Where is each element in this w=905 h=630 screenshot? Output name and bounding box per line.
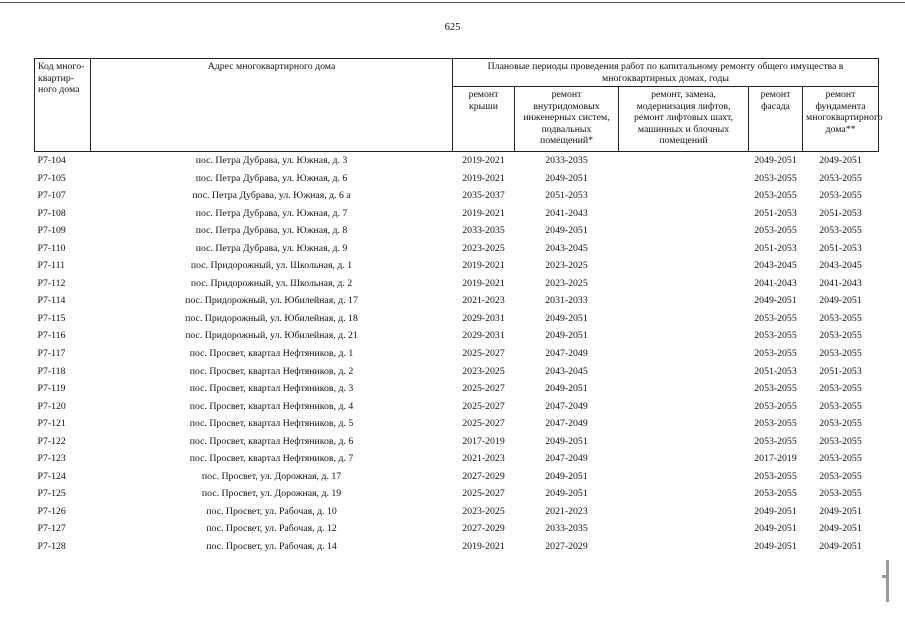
cell-address: пос. Просвет, квартал Нефтяников, д. 5 [189, 418, 354, 430]
cell-code: Р7-112 [37, 277, 66, 289]
cell-elevators [619, 520, 749, 538]
cell-address: пос. Придорожный, ул. Юбилейная, д. 21 [185, 330, 358, 342]
table-row [35, 240, 879, 258]
cell-foundation: 2053-2055 [819, 435, 862, 447]
cell-facade: 2053-2055 [754, 488, 797, 500]
cell-facade: 2053-2055 [754, 225, 797, 237]
cell-facade: 2049-2051 [754, 541, 797, 553]
cell-facade: 2017-2019 [754, 453, 797, 465]
cell-address: пос. Просвет, квартал Нефтяников, д. 4 [189, 400, 354, 412]
cell-roof: 2027-2029 [462, 470, 505, 482]
repair-schedule-table [34, 58, 883, 556]
cell-systems: 2047-2049 [545, 348, 588, 360]
cell-roof: 2035-2037 [462, 190, 505, 202]
cell-roof: 2019-2021 [462, 260, 505, 272]
cell-facade: 2053-2055 [754, 435, 797, 447]
cell-roof: 2019-2021 [462, 277, 505, 289]
cell-address: пос. Петра Дубрава, ул. Южная, д. 7 [195, 207, 348, 219]
cell-roof: 2029-2031 [462, 312, 505, 324]
cell-elevators [619, 415, 749, 433]
top-border-line [0, 2, 905, 3]
cell-address: пос. Петра Дубрава, ул. Южная, д. 3 [195, 155, 348, 166]
cell-facade: 2041-2043 [754, 277, 797, 289]
cell-facade: 2053-2055 [754, 348, 797, 360]
cell-roof: 2025-2027 [462, 418, 505, 430]
cell-foundation: 2053-2055 [819, 172, 862, 184]
cell-address: пос. Придорожный, ул. Школьная, д. 2 [190, 277, 353, 289]
cell-elevators [619, 152, 749, 170]
cell-address: пос. Придорожный, ул. Юбилейная, д. 17 [185, 295, 358, 307]
cell-elevators [619, 363, 749, 381]
cell-facade: 2049-2051 [754, 505, 797, 517]
cell-roof: 2019-2021 [462, 172, 505, 184]
cell-elevators [619, 485, 749, 503]
cell-code: Р7-124 [37, 470, 66, 482]
cell-foundation: 2049-2051 [819, 523, 862, 535]
cell-code: Р7-118 [37, 365, 66, 377]
cell-address: пос. Придорожный, ул. Юбилейная, д. 18 [185, 312, 358, 324]
cell-address: пос. Петра Дубрава, ул. Южная, д. 6 [195, 172, 348, 184]
cell-elevators [619, 275, 749, 293]
cell-roof: 2025-2027 [462, 383, 505, 395]
table-row [35, 257, 879, 275]
table-header [35, 59, 883, 152]
header-roof: ремонт крыши [453, 87, 515, 152]
cell-address: пос. Петра Дубрава, ул. Южная, д. 6 а [192, 190, 351, 202]
cell-elevators [619, 503, 749, 521]
header-code: Код много-квартир-ного дома [35, 59, 91, 152]
cell-systems: 2041-2043 [545, 207, 588, 219]
cell-code: Р7-110 [37, 242, 66, 254]
cell-roof: 2023-2025 [462, 242, 505, 254]
cell-elevators [619, 538, 749, 556]
table-row [35, 275, 879, 293]
cell-foundation: 2043-2045 [819, 260, 862, 272]
cell-facade: 2053-2055 [754, 383, 797, 395]
cell-systems: 2043-2045 [545, 242, 588, 254]
cell-foundation: 2053-2055 [819, 470, 862, 482]
cell-elevators [619, 187, 749, 205]
cell-foundation: 2053-2055 [819, 453, 862, 465]
cell-elevators [619, 222, 749, 240]
cell-foundation: 2049-2051 [819, 505, 862, 517]
table-row [35, 363, 879, 381]
cell-address: пос. Просвет, ул. Рабочая, д. 14 [206, 541, 337, 553]
table-row [35, 503, 879, 521]
cell-systems: 2033-2035 [545, 155, 588, 166]
table-row [35, 415, 879, 433]
cell-address: пос. Просвет, квартал Нефтяников, д. 2 [189, 365, 354, 377]
cell-code: Р7-128 [37, 541, 66, 553]
cell-facade: 2051-2053 [754, 365, 797, 377]
cell-address: пос. Просвет, квартал Нефтяников, д. 1 [189, 348, 354, 360]
cell-roof: 2025-2027 [462, 488, 505, 500]
cell-systems: 2049-2051 [545, 312, 588, 324]
cell-facade: 2049-2051 [754, 523, 797, 535]
cell-code: Р7-104 [37, 155, 66, 166]
cell-address: пос. Просвет, квартал Нефтяников, д. 7 [189, 453, 354, 465]
cell-address: пос. Просвет, ул. Дорожная, д. 17 [201, 470, 342, 482]
cell-systems: 2049-2051 [545, 435, 588, 447]
cell-systems: 2021-2023 [545, 505, 588, 517]
table-row [35, 205, 879, 223]
cell-systems: 2049-2051 [545, 330, 588, 342]
cell-systems: 2049-2051 [545, 225, 588, 237]
cell-elevators [619, 240, 749, 258]
cell-elevators [619, 345, 749, 363]
table-row [35, 398, 879, 416]
cell-code: Р7-125 [37, 488, 66, 500]
table-row [35, 520, 879, 538]
cell-address: пос. Просвет, ул. Рабочая, д. 12 [206, 523, 337, 535]
cell-code: Р7-126 [37, 505, 66, 517]
cell-roof: 2021-2023 [462, 295, 505, 307]
cell-facade: 2053-2055 [754, 190, 797, 202]
page-number: 625 [444, 22, 461, 33]
cell-facade: 2053-2055 [754, 470, 797, 482]
header-periods: Плановые периоды проведения работ по капитальному ремонту общего имущества в многоквартирных домах, годы [453, 59, 879, 87]
cell-foundation: 2053-2055 [819, 348, 862, 360]
cell-elevators [619, 292, 749, 310]
cell-foundation: 2053-2055 [819, 383, 862, 395]
cell-roof: 2029-2031 [462, 330, 505, 342]
cell-roof: 2025-2027 [462, 400, 505, 412]
cell-code: Р7-109 [37, 225, 66, 237]
cell-systems: 2023-2025 [545, 277, 588, 289]
header-foundation: ремонт фундамента многоквартирного дома** [803, 87, 879, 152]
cell-systems: 2031-2033 [545, 295, 588, 307]
cell-systems: 2047-2049 [545, 453, 588, 465]
cell-code: Р7-119 [37, 383, 66, 395]
cell-code: Р7-122 [37, 435, 66, 447]
table-row [35, 170, 879, 188]
cell-systems: 2043-2045 [545, 365, 588, 377]
cell-foundation: 2049-2051 [819, 295, 862, 307]
cell-foundation: 2053-2055 [819, 225, 862, 237]
table-row [35, 485, 879, 503]
table-row [35, 222, 879, 240]
cell-foundation: 2041-2043 [819, 277, 862, 289]
cell-foundation: 2049-2051 [819, 541, 862, 553]
cell-roof: 2019-2021 [462, 207, 505, 219]
cell-code: Р7-120 [37, 400, 66, 412]
cell-address: пос. Петра Дубрава, ул. Южная, д. 9 [195, 242, 348, 254]
cell-code: Р7-115 [37, 312, 66, 324]
cell-facade: 2049-2051 [754, 155, 797, 166]
cell-systems: 2049-2051 [545, 488, 588, 500]
table-row [35, 187, 879, 205]
cell-foundation: 2053-2055 [819, 190, 862, 202]
cell-roof: 2017-2019 [462, 435, 505, 447]
cell-foundation: 2049-2051 [819, 155, 862, 166]
cell-foundation: 2053-2055 [819, 418, 862, 430]
table-body [35, 152, 879, 556]
cell-facade: 2051-2053 [754, 207, 797, 219]
cell-systems: 2047-2049 [545, 400, 588, 412]
cell-roof: 2033-2035 [462, 225, 505, 237]
cell-roof: 2021-2023 [462, 453, 505, 465]
cell-elevators [619, 257, 749, 275]
cell-code: Р7-111 [37, 260, 66, 272]
scan-artifact [882, 575, 888, 578]
cell-systems: 2051-2053 [545, 190, 588, 202]
table-row [35, 292, 879, 310]
cell-facade: 2049-2051 [754, 295, 797, 307]
cell-foundation: 2051-2053 [819, 207, 862, 219]
table-row [35, 468, 879, 486]
header-elevators: ремонт, замена, модернизация лифтов, ремонт лифтовых шахт, машинных и блочных помещений [619, 87, 749, 152]
table-row [35, 380, 879, 398]
cell-elevators [619, 450, 749, 468]
table-row [35, 538, 879, 556]
cell-roof: 2019-2021 [462, 541, 505, 553]
cell-address: пос. Просвет, квартал Нефтяников, д. 6 [189, 435, 354, 447]
cell-elevators [619, 468, 749, 486]
cell-facade: 2053-2055 [754, 172, 797, 184]
cell-address: пос. Просвет, ул. Рабочая, д. 10 [206, 505, 337, 517]
cell-address: пос. Просвет, квартал Нефтяников, д. 3 [189, 383, 354, 395]
cell-elevators [619, 433, 749, 451]
cell-foundation: 2053-2055 [819, 400, 862, 412]
cell-code: Р7-105 [37, 172, 66, 184]
header-facade: ремонт фасада [749, 87, 803, 152]
scan-artifact [886, 560, 889, 602]
cell-foundation: 2053-2055 [819, 330, 862, 342]
cell-code: Р7-107 [37, 190, 66, 202]
cell-roof: 2023-2025 [462, 505, 505, 517]
table-row [35, 433, 879, 451]
cell-foundation: 2051-2053 [819, 242, 862, 254]
header-systems: ремонт внутридомовых инженерных систем, подвальных помещений* [515, 87, 619, 152]
cell-systems: 2049-2051 [545, 383, 588, 395]
cell-foundation: 2053-2055 [819, 488, 862, 500]
cell-roof: 2019-2021 [462, 155, 505, 166]
cell-facade: 2053-2055 [754, 312, 797, 324]
cell-address: пос. Петра Дубрава, ул. Южная, д. 8 [195, 225, 348, 237]
cell-elevators [619, 398, 749, 416]
cell-facade: 2053-2055 [754, 330, 797, 342]
cell-systems: 2049-2051 [545, 172, 588, 184]
cell-code: Р7-123 [37, 453, 66, 465]
table-row [35, 450, 879, 468]
cell-code: Р7-127 [37, 523, 66, 535]
cell-systems: 2049-2051 [545, 470, 588, 482]
cell-roof: 2023-2025 [462, 365, 505, 377]
cell-code: Р7-114 [37, 295, 66, 307]
cell-systems: 2047-2049 [545, 418, 588, 430]
cell-elevators [619, 310, 749, 328]
cell-roof: 2027-2029 [462, 523, 505, 535]
table-row [35, 327, 879, 345]
header-address: Адрес многоквартирного дома [91, 59, 453, 152]
cell-address: пос. Придорожный, ул. Школьная, д. 1 [190, 260, 353, 272]
cell-code: Р7-108 [37, 207, 66, 219]
cell-elevators [619, 380, 749, 398]
cell-elevators [619, 170, 749, 188]
table-row [35, 310, 879, 328]
cell-roof: 2025-2027 [462, 348, 505, 360]
table-row [35, 345, 879, 363]
cell-code: Р7-117 [37, 348, 66, 360]
cell-address: пос. Просвет, ул. Дорожная, д. 19 [201, 488, 342, 500]
cell-systems: 2027-2029 [545, 541, 588, 553]
cell-code: Р7-121 [37, 418, 66, 430]
cell-systems: 2023-2025 [545, 260, 588, 272]
cell-facade: 2053-2055 [754, 418, 797, 430]
cell-systems: 2033-2035 [545, 523, 588, 535]
cell-elevators [619, 327, 749, 345]
cell-facade: 2053-2055 [754, 400, 797, 412]
table-row [35, 152, 879, 170]
cell-foundation: 2053-2055 [819, 312, 862, 324]
cell-facade: 2043-2045 [754, 260, 797, 272]
cell-foundation: 2051-2053 [819, 365, 862, 377]
cell-elevators [619, 205, 749, 223]
cell-code: Р7-116 [37, 330, 66, 342]
cell-facade: 2051-2053 [754, 242, 797, 254]
